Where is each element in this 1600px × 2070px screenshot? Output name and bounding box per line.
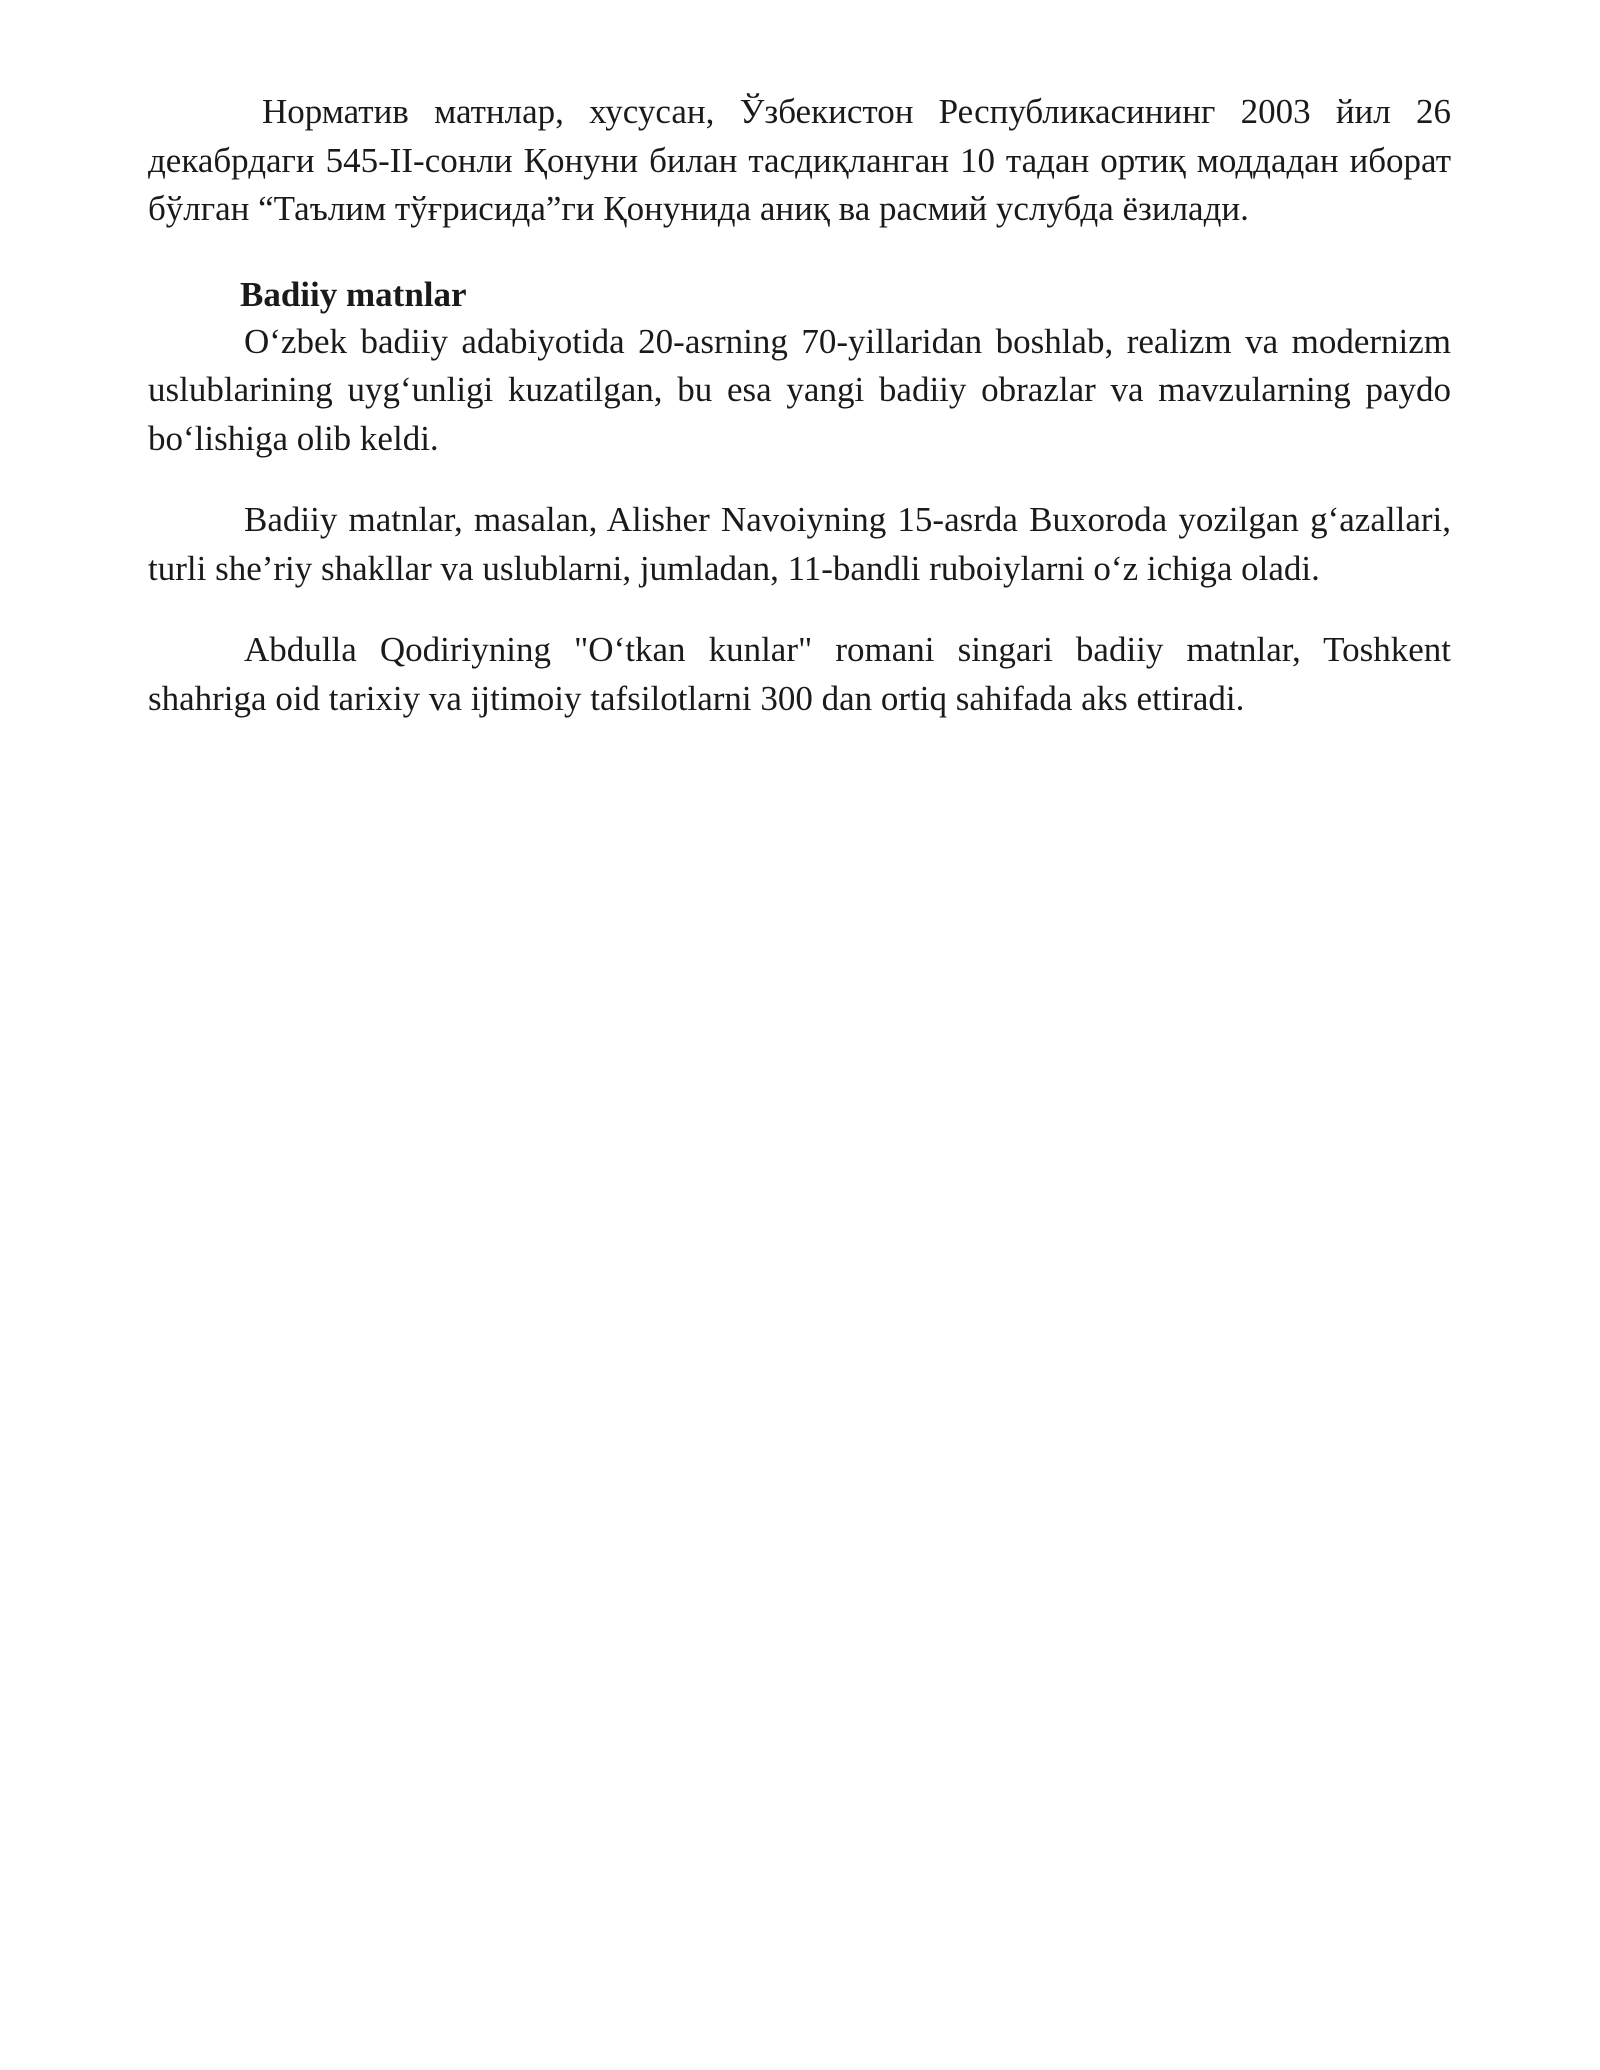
- paragraph-uzbek-literature: O‘zbek badiiy adabiyotida 20-asrning 70-yillaridan boshlab, realizm va modernizm uslublarining uyg‘unligi kuzatilgan, bu esa yangi badiiy obrazlar va mavzularning paydo bo‘lishiga olib keldi.: [148, 321, 1451, 458]
- document-page: [148, 88, 1451, 723]
- paragraph-normative-texts: Норматив матнлар, хусусан, Ўзбекистон Республикасининг 2003 йил 26 декабрдаги 545-II-сонли Қонуни билан тасдиқланган 10 тадан ортиқ моддадан иборат бўлган “Таълим тўғрисида”ги Қонунида аниқ ва расмий услубда ёзилади.: [148, 92, 1451, 228]
- section-heading: Badiiy matnlar: [240, 274, 467, 314]
- paragraph-qodiriy-novel: Abdulla Qodiriyning "O‘tkan kunlar" romani singari badiiy matnlar, Toshkent shahriga oid tarixiy va ijtimoiy tafsilotlarni 300 dan ortiq sahifada aks ettiradi.: [148, 630, 1451, 718]
- paragraph-navoi-texts: Badiiy matnlar, masalan, Alisher Navoiyning 15-asrda Buxoroda yozilgan g‘azallari, turli she’riy shakllar va uslublarni, jumladan, 11-bandli ruboiylarni o‘z ichiga oladi.: [148, 500, 1451, 588]
